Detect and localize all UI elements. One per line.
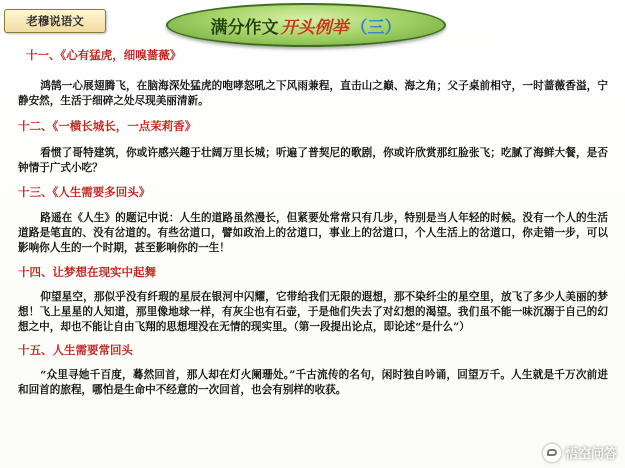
section-heading: 十五、人生需要常回头 [18,343,133,357]
section-paragraph: 路遥在《人生》的题记中说：人生的道路虽然漫长，但紧要处常常只有几步，特别是当人年轻的时候。没有一个人的生活道路是笔直的、没有岔道的。有些岔道口，譬如政治上的岔道口，事业上的岔道口，个人生活上的岔道口，你走错一步，可以影响你人生的一个时期，甚至影响你的一生！ [18,212,608,254]
section-heading: 十三、《人生需要多回头》 [18,185,151,199]
section-paragraph: 仰望星空，那似乎没有纤瑕的星辰在银河中闪耀，它带给我们无限的遐想，那不染纤尘的星空里，放飞了多少人美丽的梦想！飞上星星的人知道，那里像地球一样，有灰尘也有石壶，于是他们失去了对幻想的渴望。我们虽不能一味沉溺于自己的幻想之中，却也不能让自由飞翔的思想埋没在无情的现实里。（第一段提出论点，即论述“是什么”） [18,291,608,333]
section-paragraph: “众里寻她千百度，蓦然回首，那人却在灯火阑珊处。”千古流传的名句，闲时独自吟诵，回望万千。人生就是千万次前进和回首的旅程，哪怕是生命中不经意的一次回首，也会有别样的收获。 [18,369,608,396]
title-part-1: 满分作文 [210,17,279,38]
section-12 [18,118,608,176]
section-14 [18,264,608,335]
section-heading: 十二、《一横长城长，一点茉莉香》 [18,119,197,133]
section-paragraph: 鸿鹄一心展翅腾飞，在脑海深处猛虎的咆哮怒吼之下风雨兼程，直击山之巅、海之角；父子桌前相守，一时蔷薇香溢，宁静安然，生活于细碎之处尽现美丽清新。 [18,80,608,107]
title-banner [166,3,446,47]
title-part-3: （三） [350,17,402,38]
section-heading: 十四、让梦想在现实中起舞 [18,265,156,279]
section-15 [18,342,608,398]
watermark [543,443,617,462]
section-11 [18,47,608,109]
section-heading: 十一、《心有猛虎，细嗅蔷薇》 [26,48,182,62]
watermark-text: 悟空问答 [564,447,617,462]
title-part-2: 开头例举 [280,17,349,38]
author-tag: 老穆说语文 [4,9,106,33]
section-13 [18,184,608,256]
content-area [18,44,608,398]
section-paragraph: 看惯了哥特建筑，你或许感兴趣于壮阔万里长城；听遍了普契尼的歌剧，你或许欣赏那红脸张飞；吃腻了海鲜大餐，是否钟情于广式小吃？ [18,147,608,174]
chat-bubble-icon [543,444,561,462]
